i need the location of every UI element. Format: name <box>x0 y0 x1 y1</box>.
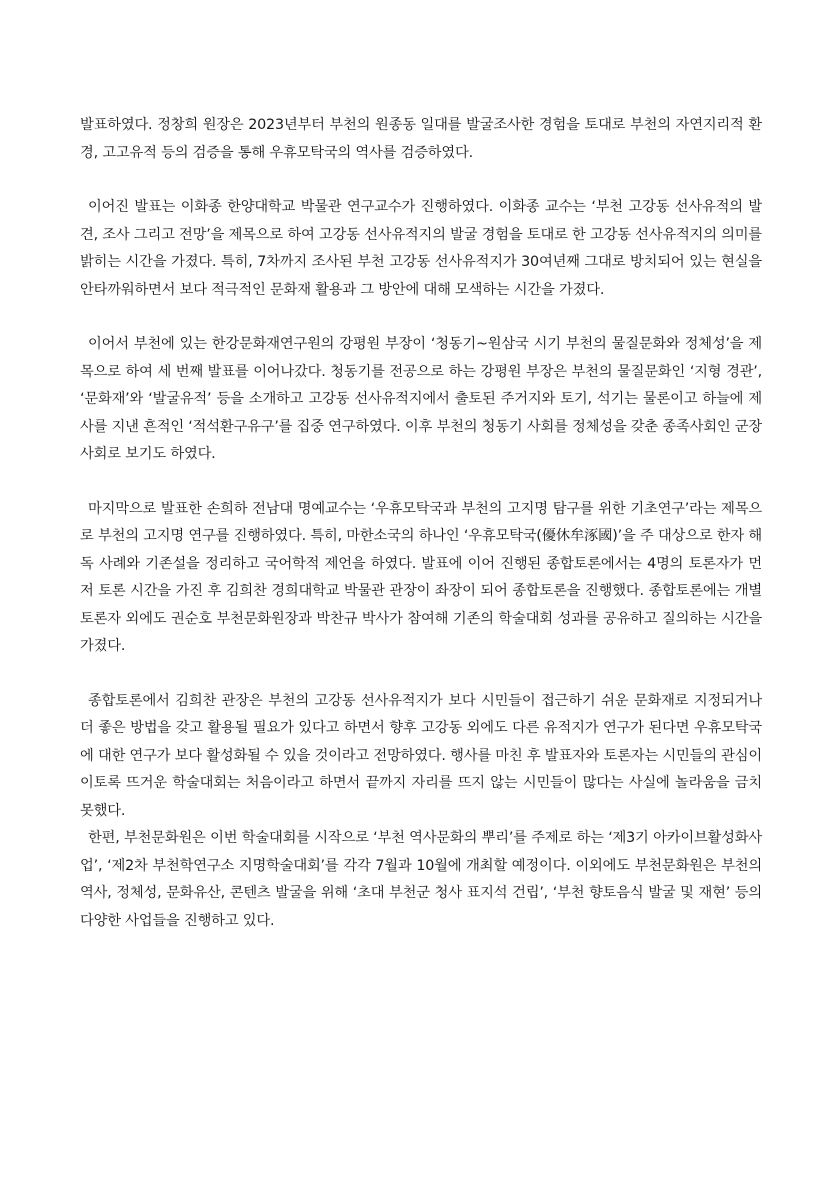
paragraph-gap <box>80 469 762 496</box>
paragraph-3: 이어서 부천에 있는 한강문화재연구원의 강평원 부장이 ‘청동기~원삼국 시기 부천의 물질문화와 정체성’을 제목으로 하여 세 번째 발표를 이어나갔다. 청동기를 전공으로 하는 강평원 부장은 부천의 물질문화인 ‘지형 경관’, ‘문화재’와 ‘발굴유적’ 등을 소개하고 고강동 선사유적지에서 출토된 주거지와 토기, 석기는 물론이고 하늘에 제사를 지낸 흔적인 ‘적석환구유구’를 집중 연구하였다. 이후 부천의 청동기 사회를 정체성을 갖춘 종족사회인 군장사회로 보기도 하였다. <box>80 336 762 462</box>
paragraph-1: 발표하였다. 정창희 원장은 2023년부터 부천의 원종동 일대를 발굴조사한 경험을 토대로 부천의 자연지리적 환경, 고고유적 등의 검증을 통해 우휴모탁국의 역사를 검증하였다. <box>80 117 762 161</box>
paragraph-6: 한편, 부천문화원은 이번 학술대회를 시작으로 ‘부천 역사문화의 뿌리’를 주제로 하는 ‘제3기 아카이브활성화사업’, ‘제2차 부천학연구소 지명학술대회’를 각각 7월과 10월에 개최할 예정이다. 이외에도 부천문화원은 부천의 역사, 정체성, 문화유산, 콘텐츠 발굴을 위해 ‘초대 부천군 청사 표지석 건립’, ‘부천 향토음식 발굴 및 재현’ 등의 다양한 사업들을 진행하고 있다. <box>80 830 762 929</box>
document-body <box>80 112 762 935</box>
paragraph-gap <box>80 167 762 194</box>
paragraph-4: 마지막으로 발표한 손희하 전남대 명예교수는 ‘우휴모탁국과 부천의 고지명 탐구를 위한 기초연구’라는 제목으로 부천의 고지명 연구를 진행하였다. 특히, 마한소국의 하나인 ‘우휴모탁국(優休牟涿國)’을 주 대상으로 한자 해독 사례와 기존설을 정리하고 국어학적 제언을 하였다. 발표에 이어 진행된 종합토론에서는 4명의 토론자가 먼저 토론 시간을 가진 후 김희찬 경희대학교 박물관 관장이 좌장이 되어 종합토론을 진행했다. 종합토론에는 개별 토론자 외에도 권순호 부천문화원장과 박찬규 박사가 참여해 기존의 학술대회 성과를 공유하고 질의하는 시간을 가졌다. <box>80 500 762 654</box>
paragraph-2: 이어진 발표는 이화종 한양대학교 박물관 연구교수가 진행하였다. 이화종 교수는 ‘부천 고강동 선사유적의 발견, 조사 그리고 전망’을 제목으로 하여 고강동 선사유적지의 발굴 경험을 토대로 한 고강동 선사유적지의 의미를 밝히는 시간을 가졌다. 특히, 7차까지 조사된 부천 고강동 선사유적지가 30여년째 그대로 방치되어 있는 현실을 안타까워하면서 보다 적극적인 문화재 활용과 그 방안에 대해 모색하는 시간을 가졌다. <box>80 199 762 298</box>
paragraph-gap <box>80 661 762 688</box>
paragraph-gap <box>80 304 762 331</box>
paragraph-5: 종합토론에서 김희찬 관장은 부천의 고강동 선사유적지가 보다 시민들이 접근하기 쉬운 문화재로 지정되거나 더 좋은 방법을 갖고 활용될 필요가 있다고 하면서 향후 고강동 외에도 다른 유적지가 연구가 된다면 우휴모탁국에 대한 연구가 보다 활성화될 수 있을 것이라고 전망하였다. 행사를 마친 후 발표자와 토론자는 시민들의 관심이 이토록 뜨거운 학술대회는 처음이라고 하면서 끝까지 자리를 뜨지 않는 시민들이 많다는 사실에 놀라움을 금치 못했다. <box>80 692 762 819</box>
